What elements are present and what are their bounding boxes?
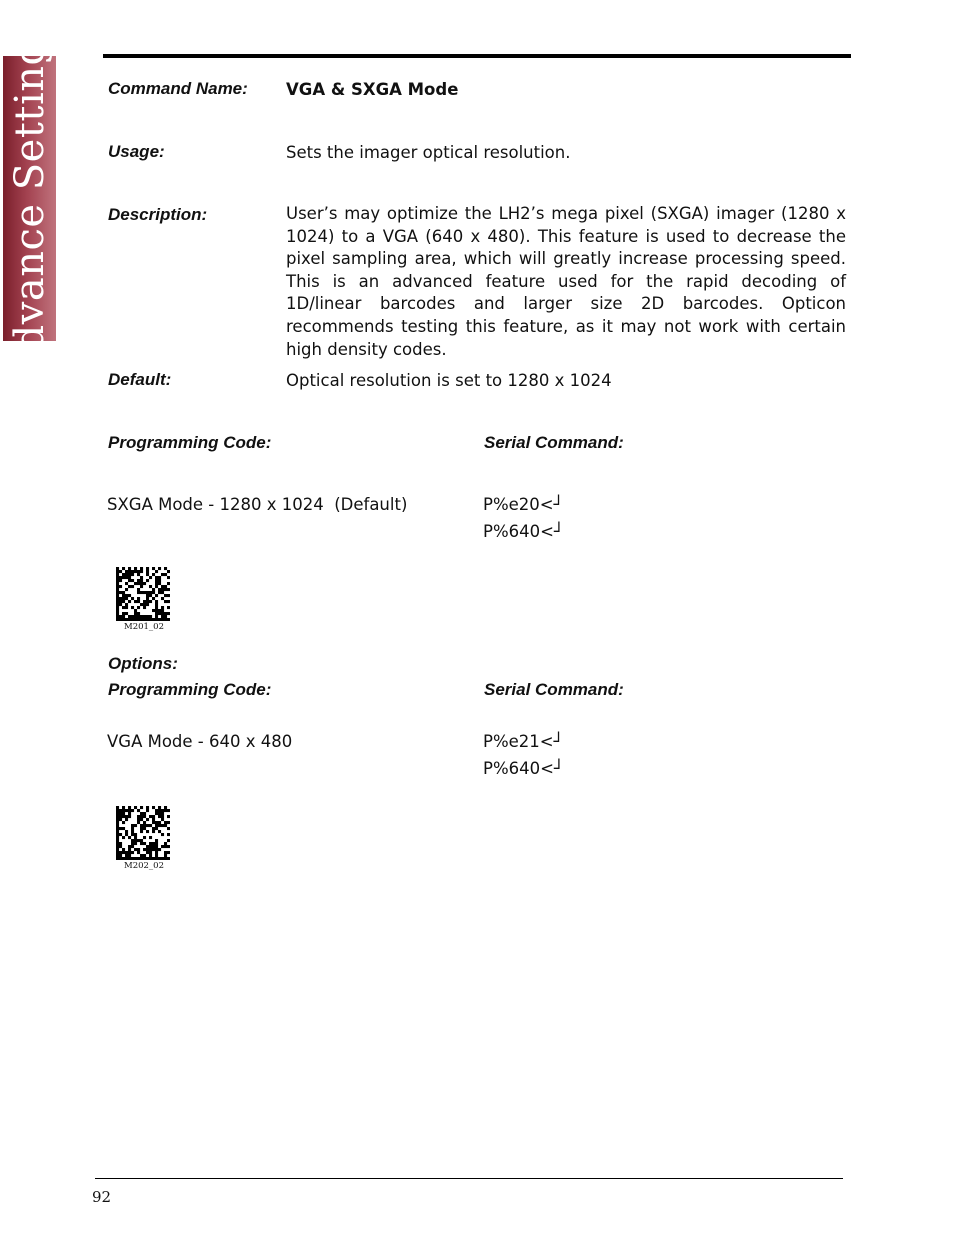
serial-command-line: P%640<┘ (483, 522, 564, 541)
page-number: 92 (92, 1188, 112, 1206)
description-value: User’s may optimize the LH2’s mega pixel (SXGA) imager (1280 x 1024) to a VGA (640 x 480). This feature is used to decrease the pixel sampling area, which will greatly increase processing speed. This is an advanced feature used for the rapid decoding of 1D/linear barcodes and larger size 2D barcodes. Opticon recommends testing this feature, as it may not work with certain high density codes. (286, 204, 846, 359)
vga-option-label: VGA Mode - 640 x 480 (107, 732, 293, 751)
section-side-tab (3, 17, 56, 380)
serial-command-line: P%e21<┘ (483, 732, 564, 751)
sxga-barcode (116, 567, 172, 632)
usage-value: Sets the imager optical resolution. (286, 143, 571, 162)
sxga-option-label: SXGA Mode - 1280 x 1024 (Default) (107, 495, 408, 514)
vga-barcode (116, 806, 172, 871)
serial-command-header: Serial Command: (484, 680, 624, 699)
description-label: Description: (108, 205, 208, 224)
command-name-label: Command Name: (108, 79, 248, 98)
vga-serial-commands (483, 728, 564, 782)
datamatrix-barcode-icon (116, 567, 170, 621)
command-name-value: VGA & SXGA Mode (286, 80, 459, 99)
usage-label: Usage: (108, 142, 165, 161)
barcode-caption: M201_02 (124, 622, 164, 632)
programming-code-header: Programming Code: (108, 433, 272, 452)
default-value: Optical resolution is set to 1280 x 1024 (286, 371, 612, 390)
top-rule (103, 54, 851, 58)
serial-command-line: P%e20<┘ (483, 495, 564, 514)
barcode-caption: M202_02 (124, 861, 164, 871)
section-side-tab-label: Advance Settings (6, 17, 53, 380)
bottom-rule (95, 1178, 843, 1179)
serial-command-line: P%640<┘ (483, 759, 564, 778)
programming-code-header: Programming Code: (108, 680, 272, 699)
serial-command-header: Serial Command: (484, 433, 624, 452)
datamatrix-barcode-icon (116, 806, 170, 860)
sxga-serial-commands (483, 491, 564, 545)
options-label: Options: (108, 654, 178, 673)
default-label: Default: (108, 370, 172, 389)
